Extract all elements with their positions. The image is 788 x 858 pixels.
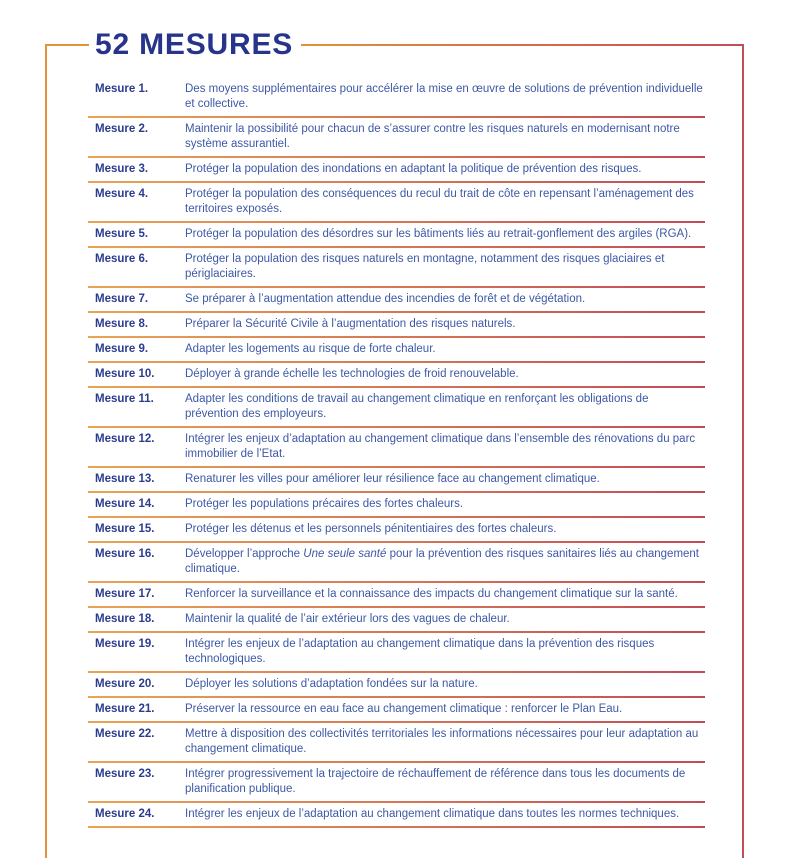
measure-text: Mettre à disposition des collectivités territoriales les informations nécessaires pour leur adaptation au changement climatique.: [185, 728, 699, 755]
measure-text: Préserver la ressource en eau face au changement climatique : renforcer le Plan Eau.: [185, 703, 623, 715]
measure-text: Adapter les conditions de travail au changement climatique en renforçant les obligations de prévention des employeurs.: [185, 393, 649, 420]
measure-row: [88, 583, 705, 608]
measure-text: Intégrer les enjeux d’adaptation au changement climatique dans l’ensemble des rénovations du parc immobilier de l’Etat.: [185, 433, 696, 460]
measure-label: Mesure 13.: [95, 473, 155, 485]
measure-row: [88, 118, 705, 158]
measure-text: Se préparer à l’augmentation attendue des incendies de forêt et de végétation.: [185, 293, 586, 305]
measure-text: Protéger la population des conséquences du recul du trait de côte en repensant l’aménagement des territoires exposés.: [185, 188, 694, 215]
measure-text: Intégrer progressivement la trajectoire de réchauffement de référence dans tous les documents de planification publique.: [185, 768, 686, 795]
measure-text: Des moyens supplémentaires pour accélérer la mise en œuvre de solutions de prévention individuelle et collective.: [185, 83, 703, 110]
measure-text: Intégrer les enjeux de l’adaptation au changement climatique dans la prévention des risques technologiques.: [185, 638, 655, 665]
measure-row: [88, 518, 705, 543]
measure-label: Mesure 14.: [95, 498, 155, 510]
measure-row: [88, 633, 705, 673]
measure-row: [88, 248, 705, 288]
right-bracket-line: [742, 46, 744, 858]
measure-row: [88, 428, 705, 468]
measure-label: Mesure 8.: [95, 318, 149, 330]
measure-label: Mesure 12.: [95, 433, 155, 445]
measure-text: Déployer les solutions d’adaptation fondées sur la nature.: [185, 678, 478, 690]
measures-list: [88, 78, 705, 828]
measure-text: Protéger la population des inondations en adaptant la politique de prévention des risques.: [185, 163, 642, 175]
title-right-line: [301, 44, 744, 46]
measure-row: [88, 158, 705, 183]
measure-text: Protéger les détenus et les personnels pénitentiaires des fortes chaleurs.: [185, 523, 557, 535]
measure-label: Mesure 2.: [95, 123, 149, 135]
measure-label: Mesure 6.: [95, 253, 149, 265]
measure-label: Mesure 21.: [95, 703, 155, 715]
title-left-dash: [45, 44, 89, 46]
measure-text: Maintenir la qualité de l’air extérieur lors des vagues de chaleur.: [185, 613, 510, 625]
measure-label: Mesure 11.: [95, 393, 154, 405]
measure-text: Maintenir la possibilité pour chacun de s’assurer contre les risques naturels en modernisant notre système assurantiel.: [185, 123, 680, 150]
measure-label: Mesure 20.: [95, 678, 155, 690]
measure-text-italic: Une seule santé: [303, 548, 387, 560]
measure-text: Renforcer la surveillance et la connaissance des impacts du changement climatique sur la santé.: [185, 588, 678, 600]
measure-text: Intégrer les enjeux de l’adaptation au changement climatique dans toutes les normes techniques.: [185, 808, 680, 820]
measure-label: Mesure 7.: [95, 293, 149, 305]
measure-label: Mesure 18.: [95, 613, 155, 625]
measure-label: Mesure 1.: [95, 83, 149, 95]
left-bracket-line: [45, 46, 47, 858]
measure-row: [88, 763, 705, 803]
measure-label: Mesure 17.: [95, 588, 155, 600]
measure-row: [88, 183, 705, 223]
measure-row: [88, 673, 705, 698]
measure-row: [88, 493, 705, 518]
measure-text: Préparer la Sécurité Civile à l’augmentation des risques naturels.: [185, 318, 516, 330]
measure-label: Mesure 9.: [95, 343, 149, 355]
measure-text: Protéger les populations précaires des fortes chaleurs.: [185, 498, 464, 510]
measure-row: [88, 223, 705, 248]
measure-row: [88, 543, 705, 583]
measure-text: Développer l’approche Une seule santé pour la prévention des risques sanitaires liés au changement climatique.: [185, 548, 700, 575]
measure-label: Mesure 24.: [95, 808, 155, 820]
measure-text: Protéger la population des risques naturels en montagne, notamment des risques glaciaires et périglaciaires.: [185, 253, 665, 280]
measure-label: Mesure 16.: [95, 548, 155, 560]
measure-row: [88, 468, 705, 493]
measure-label: Mesure 4.: [95, 188, 149, 200]
measure-row: [88, 78, 705, 118]
measure-text: Protéger la population des désordres sur les bâtiments liés au retrait-gonflement des argiles (RGA).: [185, 228, 692, 240]
measure-row: [88, 698, 705, 723]
measure-label: Mesure 19.: [95, 638, 155, 650]
measure-row: [88, 288, 705, 313]
measure-row: [88, 723, 705, 763]
measure-label: Mesure 5.: [95, 228, 149, 240]
measure-row: [88, 338, 705, 363]
measure-row: [88, 608, 705, 633]
measure-row: [88, 363, 705, 388]
measure-label: Mesure 15.: [95, 523, 155, 535]
measure-row: [88, 313, 705, 338]
measure-text: Déployer à grande échelle les technologies de froid renouvelable.: [185, 368, 519, 380]
measure-text: Renaturer les villes pour améliorer leur résilience face au changement climatique.: [185, 473, 600, 485]
measure-label: Mesure 22.: [95, 728, 155, 740]
title-row: [45, 28, 744, 62]
measure-label: Mesure 3.: [95, 163, 149, 175]
measure-row: [88, 803, 705, 828]
measure-label: Mesure 10.: [95, 368, 155, 380]
measure-label: Mesure 23.: [95, 768, 155, 780]
measure-row: [88, 388, 705, 428]
page-title: 52 MESURES: [95, 28, 294, 61]
measure-text: Adapter les logements au risque de forte chaleur.: [185, 343, 436, 355]
